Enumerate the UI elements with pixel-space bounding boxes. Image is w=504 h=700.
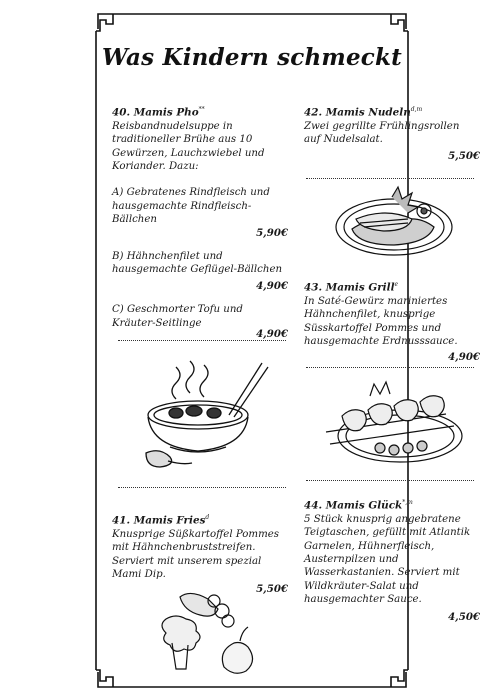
item-price: 5,50€ <box>256 583 288 596</box>
divider <box>306 367 474 368</box>
item-name: 40. Mamis Pho** <box>112 106 205 119</box>
menu-item-41 <box>112 511 288 597</box>
menu-item-42 <box>304 103 480 163</box>
allergen-codes: ** <box>198 106 205 113</box>
option-c-price: 4,90€ <box>256 328 288 341</box>
item-description: Reisbandnudelsuppe in traditioneller Brühe aus 10 Gewürzen, Lauchzwiebel und Koriander. Dazu: <box>112 120 265 173</box>
menu-item-40 <box>112 103 288 341</box>
item-name: 43. Mamis Grill$^e$ <box>304 281 399 294</box>
divider <box>306 480 474 481</box>
allergen-codes: d,m <box>410 106 423 113</box>
option-b: B) Hähnchenfilet und hausgemachte Geflügel-Bällchen <box>112 251 283 276</box>
grilled-skewers-plate-illustration <box>320 376 470 476</box>
option-c: C) Geschmorter Tofu und Kräuter-Seitlinge <box>112 304 243 329</box>
item-price: 5,50€ <box>448 149 480 162</box>
item-description: Zwei gegrillte Frühlingsrollen auf Nudelsalat. <box>304 120 460 146</box>
pho-soup-bowl-illustration <box>134 357 274 477</box>
divider <box>306 178 474 179</box>
divider <box>118 340 286 341</box>
vegetables-illustration <box>150 585 270 680</box>
item-name: 44. Mamis Glück$^{*,m}$ <box>304 499 413 512</box>
menu-title: Was Kindern schmeckt <box>102 44 402 71</box>
option-a-price: 5,90€ <box>256 226 288 239</box>
option-b-price: 4,90€ <box>256 279 288 292</box>
menu-item-44 <box>304 496 480 624</box>
item-price: 4,90€ <box>448 351 480 364</box>
item-description: 5 Stück knusprig angebratene Teigtaschen, gefüllt mit Atlantik Garnelen, Hühnerfleisch, Austernpilzen und Wasserkastanien. Serviert mit Wildkräuter-Salat und hausgemachter Sauce. <box>304 513 471 606</box>
divider <box>118 487 286 488</box>
allergen-codes: e <box>394 281 399 288</box>
item-description: Knusprige Süßkartoffel Pommes mit Hähnchenbruststreifen. Serviert mit unserem spezial Mami Dip. <box>112 528 279 581</box>
item-price: 4,50€ <box>448 610 480 623</box>
menu-item-43 <box>304 278 480 365</box>
allergen-codes: *,m <box>402 499 413 506</box>
allergen-codes: d <box>205 514 210 521</box>
item-name: 41. Mamis Fries$^d$ <box>112 514 210 527</box>
item-description: In Saté-Gewürz mariniertes Hähnchenfilet, knusprige Süsskartoffel Pommes und hausgemachte Erdnusssauce. <box>304 295 458 348</box>
item-name: 42. Mamis Nudeln$^{d,m}$ <box>304 106 423 119</box>
noodle-salad-plate-illustration <box>330 183 460 263</box>
option-a: A) Gebratenes Rindfleisch und hausgemachte Rindfleisch-Bällchen <box>112 187 270 226</box>
